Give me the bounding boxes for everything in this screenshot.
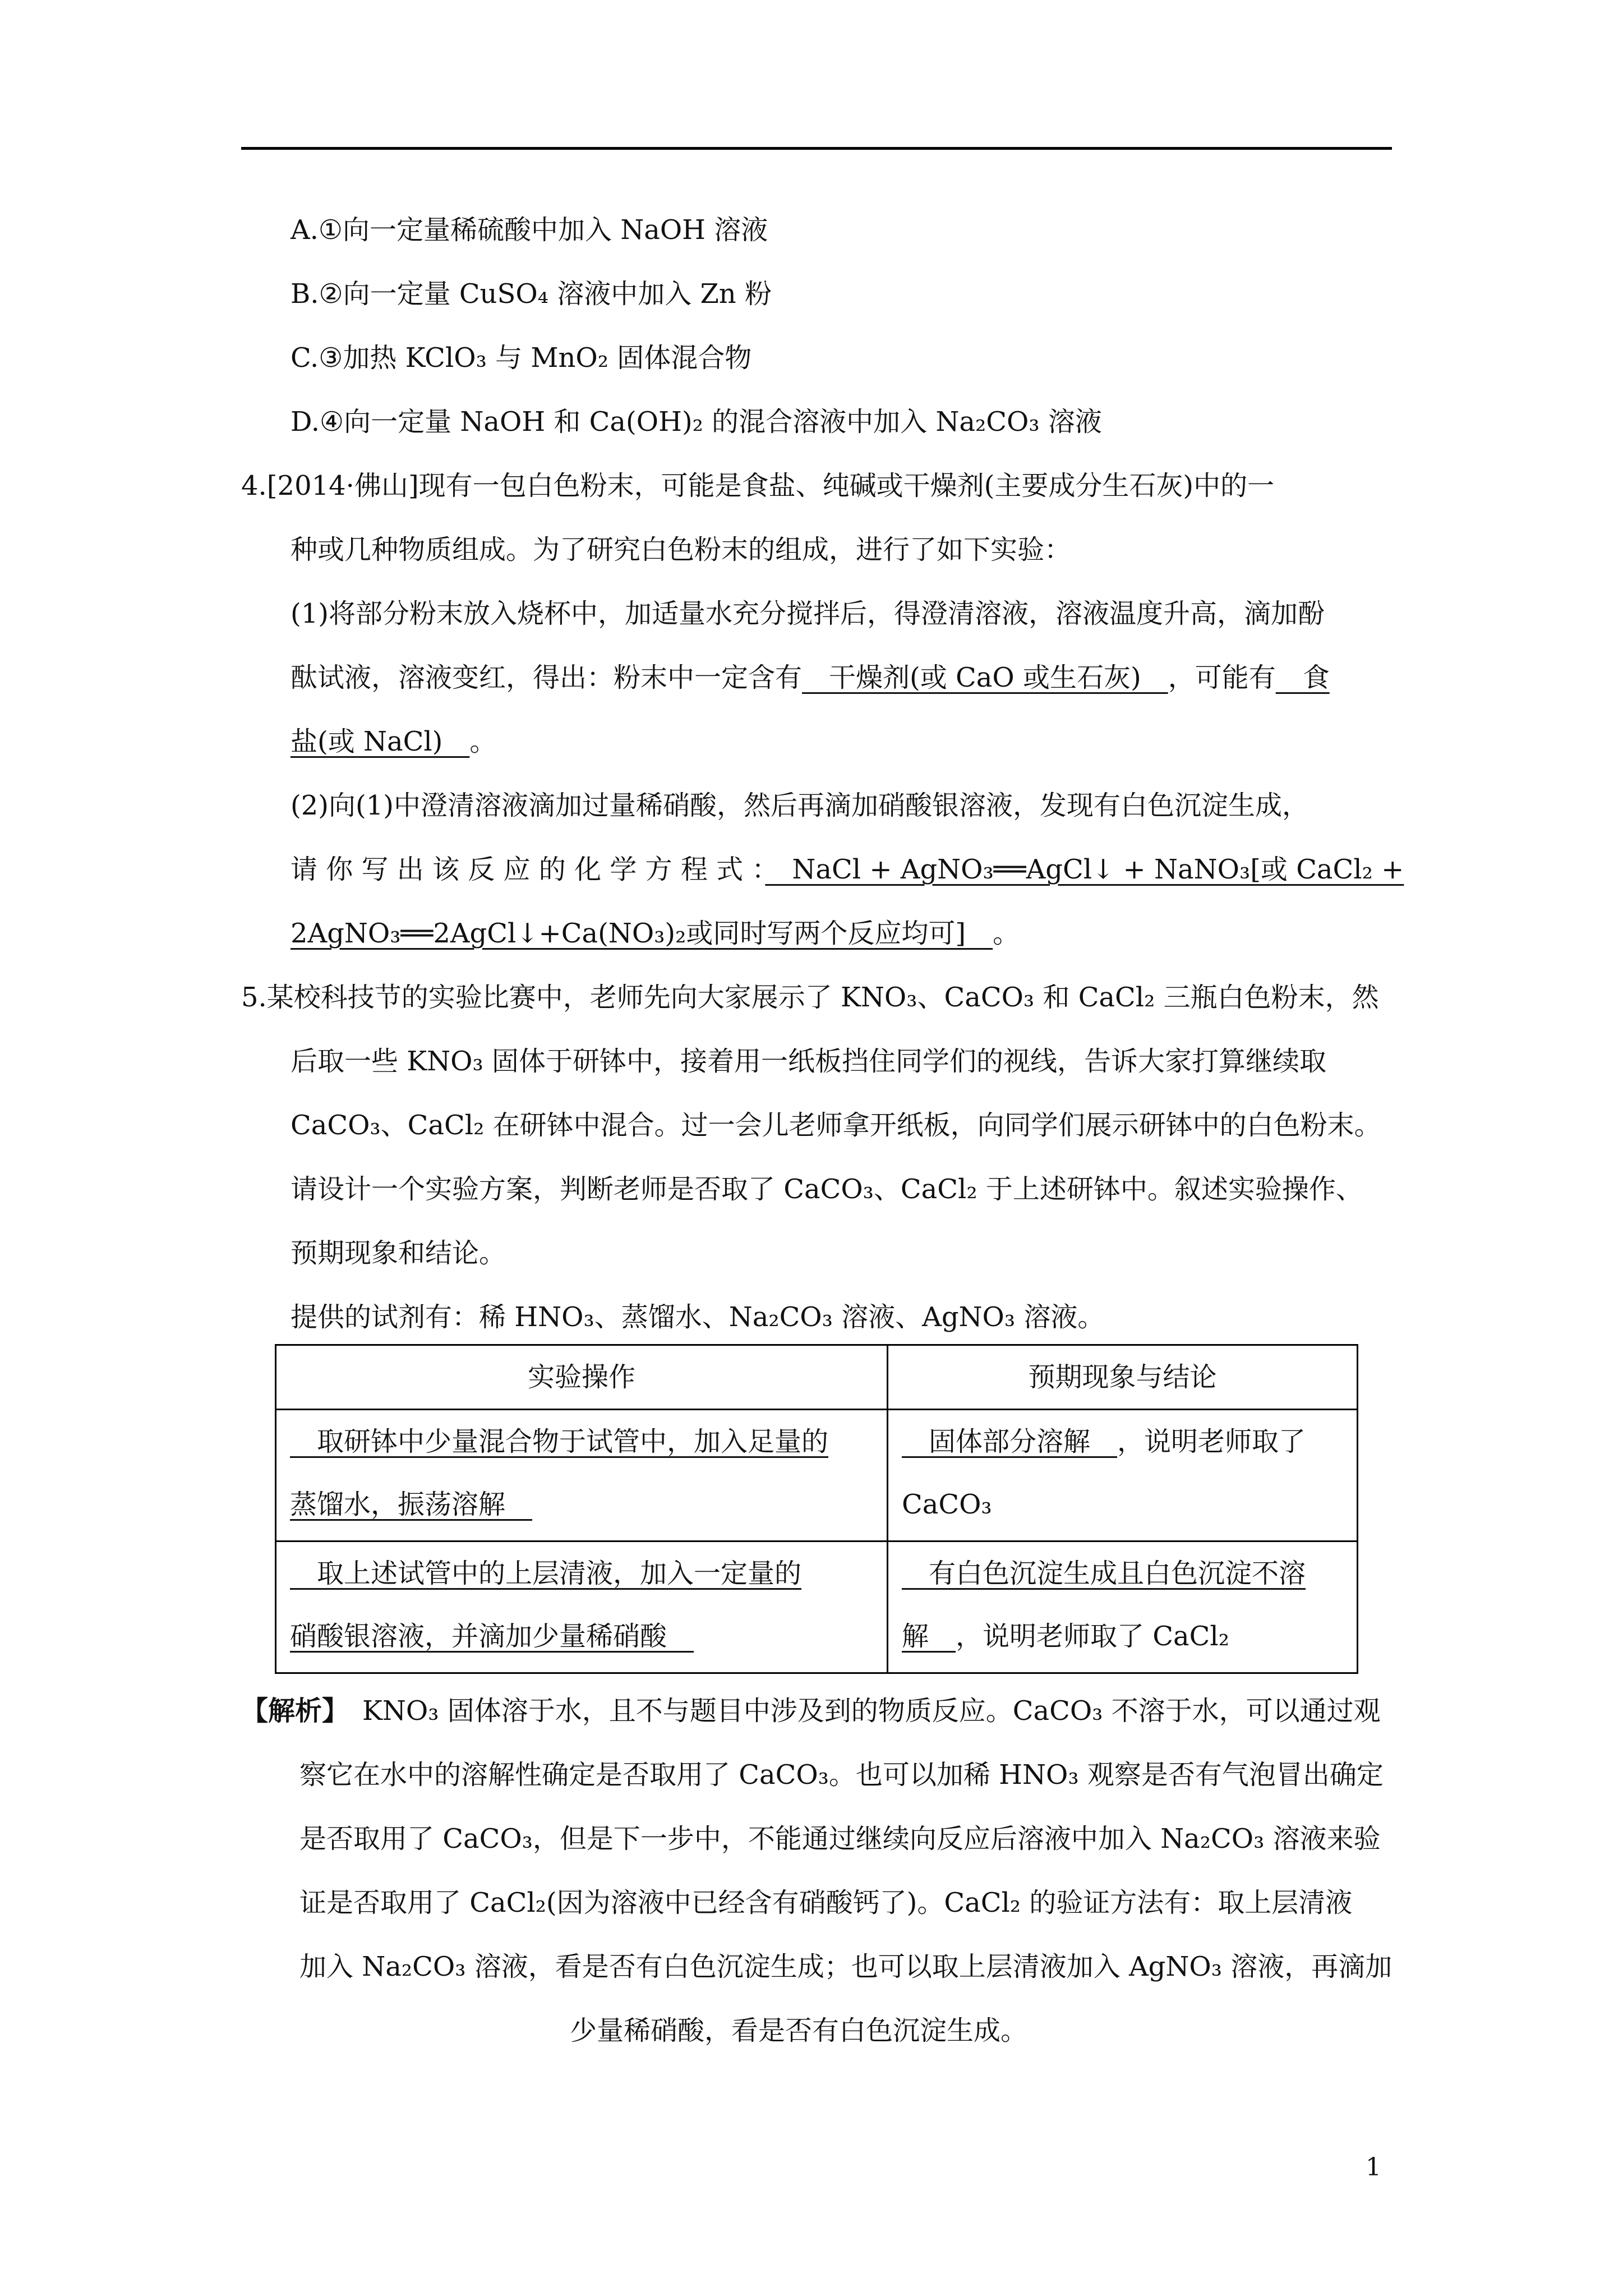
analysis-line4: 证是否取用了 CaCl₂(因为溶液中已经含有硝酸钙了)。CaCl₂ 的验证方法有：取上层清液	[299, 1887, 1353, 1918]
result-text-b: CaCO₃	[902, 1489, 992, 1520]
q4-part1-mid: ，可能有	[1168, 662, 1276, 693]
operation-text-a: 取研钵中少量混合物于试管中，加入足量的	[290, 1426, 829, 1457]
option-text: ②向一定量 CuSO₄ 溶液中加入 Zn 粉	[319, 278, 772, 310]
option-a	[291, 212, 768, 248]
analysis-label: 【解析】	[241, 1695, 336, 1727]
result-text-a: 固体部分溶解	[902, 1426, 1118, 1457]
header-rule	[241, 147, 1392, 150]
analysis-line2: 察它在水中的溶解性确定是否取用了 CaCO₃。也可以加稀 HNO₃ 观察是否有气泡冒出确定	[299, 1759, 1384, 1791]
result-text-a: 有白色沉淀生成且白色沉淀不溶	[902, 1558, 1306, 1589]
operation-cell	[276, 1542, 888, 1673]
q4-part1-line1: (1)将部分粉末放入烧杯中，加适量水充分搅拌后，得澄清溶液，溶液温度升高，滴加酚	[291, 598, 1325, 629]
q4-part2-end: 。	[993, 918, 1020, 949]
header-operation: 实验操作	[276, 1345, 888, 1410]
question-number: 5.	[241, 982, 267, 1013]
q5-line4: 请设计一个实验方案，判断老师是否取了 CaCO₃、CaCl₂ 于上述研钵中。叙述实验操作、	[291, 1174, 1363, 1205]
q4-intro-line2: 种或几种物质组成。为了研究白色粉末的组成，进行了如下实验：	[291, 534, 1072, 565]
option-text: ④向一定量 NaOH 和 Ca(OH)₂ 的混合溶液中加入 Na₂CO₃ 溶液	[320, 406, 1102, 438]
analysis-line5: 加入 Na₂CO₃ 溶液，看是否有白色沉淀生成；也可以取上层清液加入 AgNO₃ 溶液，再滴加	[299, 1951, 1393, 1982]
question-number: 4.	[241, 470, 267, 501]
q5-line1	[241, 979, 1379, 1015]
result-tail: ，说明老师取了 CaCl₂	[956, 1621, 1229, 1652]
result-cell	[888, 1410, 1358, 1542]
result-text-b: 解	[902, 1621, 956, 1652]
operation-cell	[276, 1410, 888, 1542]
operation-text-b: 硝酸银溶液，并滴加少量稀硝酸	[290, 1621, 694, 1652]
q4-part2-text: 请 你 写 出 该 反 应 的 化 学 方 程 式 ：	[291, 854, 766, 885]
q5-line2: 后取一些 KNO₃ 固体于研钵中，接着用一纸板挡住同学们的视线，告诉大家打算继续取	[291, 1046, 1326, 1077]
q5-reagents: 提供的试剂有：稀 HNO₃、蒸馏水、Na₂CO₃ 溶液、AgNO₃ 溶液。	[291, 1301, 1105, 1333]
option-letter: C.	[291, 342, 319, 374]
analysis-line3: 是否取用了 CaCO₃，但是下一步中，不能通过继续向反应后溶液中加入 Na₂CO₃ 溶液来验	[299, 1823, 1381, 1855]
table-row	[276, 1542, 1358, 1673]
q4-part1-text: 酞试液，溶液变红，得出：粉末中一定含有	[291, 662, 803, 693]
analysis-text: KNO₃ 固体溶于水，且不与题目中涉及到的物质反应。CaCO₃ 不溶于水，可以通过观	[362, 1695, 1381, 1727]
answer-blank-2a: 食	[1275, 662, 1330, 693]
option-text: ①向一定量稀硫酸中加入 NaOH 溶液	[318, 214, 768, 246]
option-d	[291, 404, 1102, 440]
q4-intro-line1	[241, 468, 1274, 504]
option-letter: A.	[291, 214, 319, 246]
page-number: 1	[1366, 2153, 1381, 2182]
result-tail: ，说明老师取了	[1117, 1426, 1306, 1457]
operation-text-a: 取上述试管中的上层清液，加入一定量的	[290, 1558, 802, 1589]
result-cell	[888, 1542, 1358, 1673]
q4-part1-end: 。	[469, 726, 497, 757]
q5-line5: 预期现象和结论。	[291, 1237, 506, 1269]
q4-part2-line3	[291, 915, 1020, 951]
equation-answer-b: 2AgNO₃══2AgCl↓+Ca(NO₃)₂或同时写两个反应均可]	[291, 918, 993, 949]
q4-part1-line3	[291, 724, 496, 760]
q4-part2-line1: (2)向(1)中澄清溶液滴加过量稀硝酸，然后再滴加硝酸银溶液，发现有白色沉淀生成，	[291, 790, 1309, 821]
option-c	[291, 340, 751, 376]
table-header-row	[276, 1345, 1358, 1410]
option-text: ③加热 KClO₃ 与 MnO₂ 固体混合物	[319, 342, 752, 374]
table-row	[276, 1410, 1358, 1542]
option-b	[291, 276, 772, 312]
answer-blank-2b: 盐(或 NaCl)	[291, 726, 470, 757]
answer-blank-1: 干燥剂(或 CaO 或生石灰)	[802, 662, 1168, 693]
q5-line3: CaCO₃、CaCl₂ 在研钵中混合。过一会儿老师拿开纸板，向同学们展示研钵中的白色粉末。	[291, 1110, 1381, 1141]
analysis-line6: 少量稀硝酸，看是否有白色沉淀生成。	[570, 2015, 1028, 2046]
header-result: 预期现象与结论	[888, 1345, 1358, 1410]
q4-part2-line2	[291, 852, 1404, 887]
operation-text-b: 蒸馏水，振荡溶解	[290, 1489, 533, 1520]
option-letter: B.	[291, 278, 319, 310]
equation-answer-a: NaCl + AgNO₃══AgCl↓ + NaNO₃[或 CaCl₂ +	[765, 854, 1404, 885]
analysis-line1	[241, 1693, 1381, 1729]
experiment-table	[275, 1344, 1358, 1674]
q5-text: 某校科技节的实验比赛中，老师先向大家展示了 KNO₃、CaCO₃ 和 CaCl₂ 三瓶白色粉末，然	[266, 982, 1379, 1013]
q4-intro-text: [2014·佛山]现有一包白色粉末，可能是食盐、纯碱或干燥剂(主要成分生石灰)中的一	[266, 470, 1275, 501]
option-letter: D.	[291, 406, 320, 438]
q4-part1-line2	[291, 660, 1330, 696]
